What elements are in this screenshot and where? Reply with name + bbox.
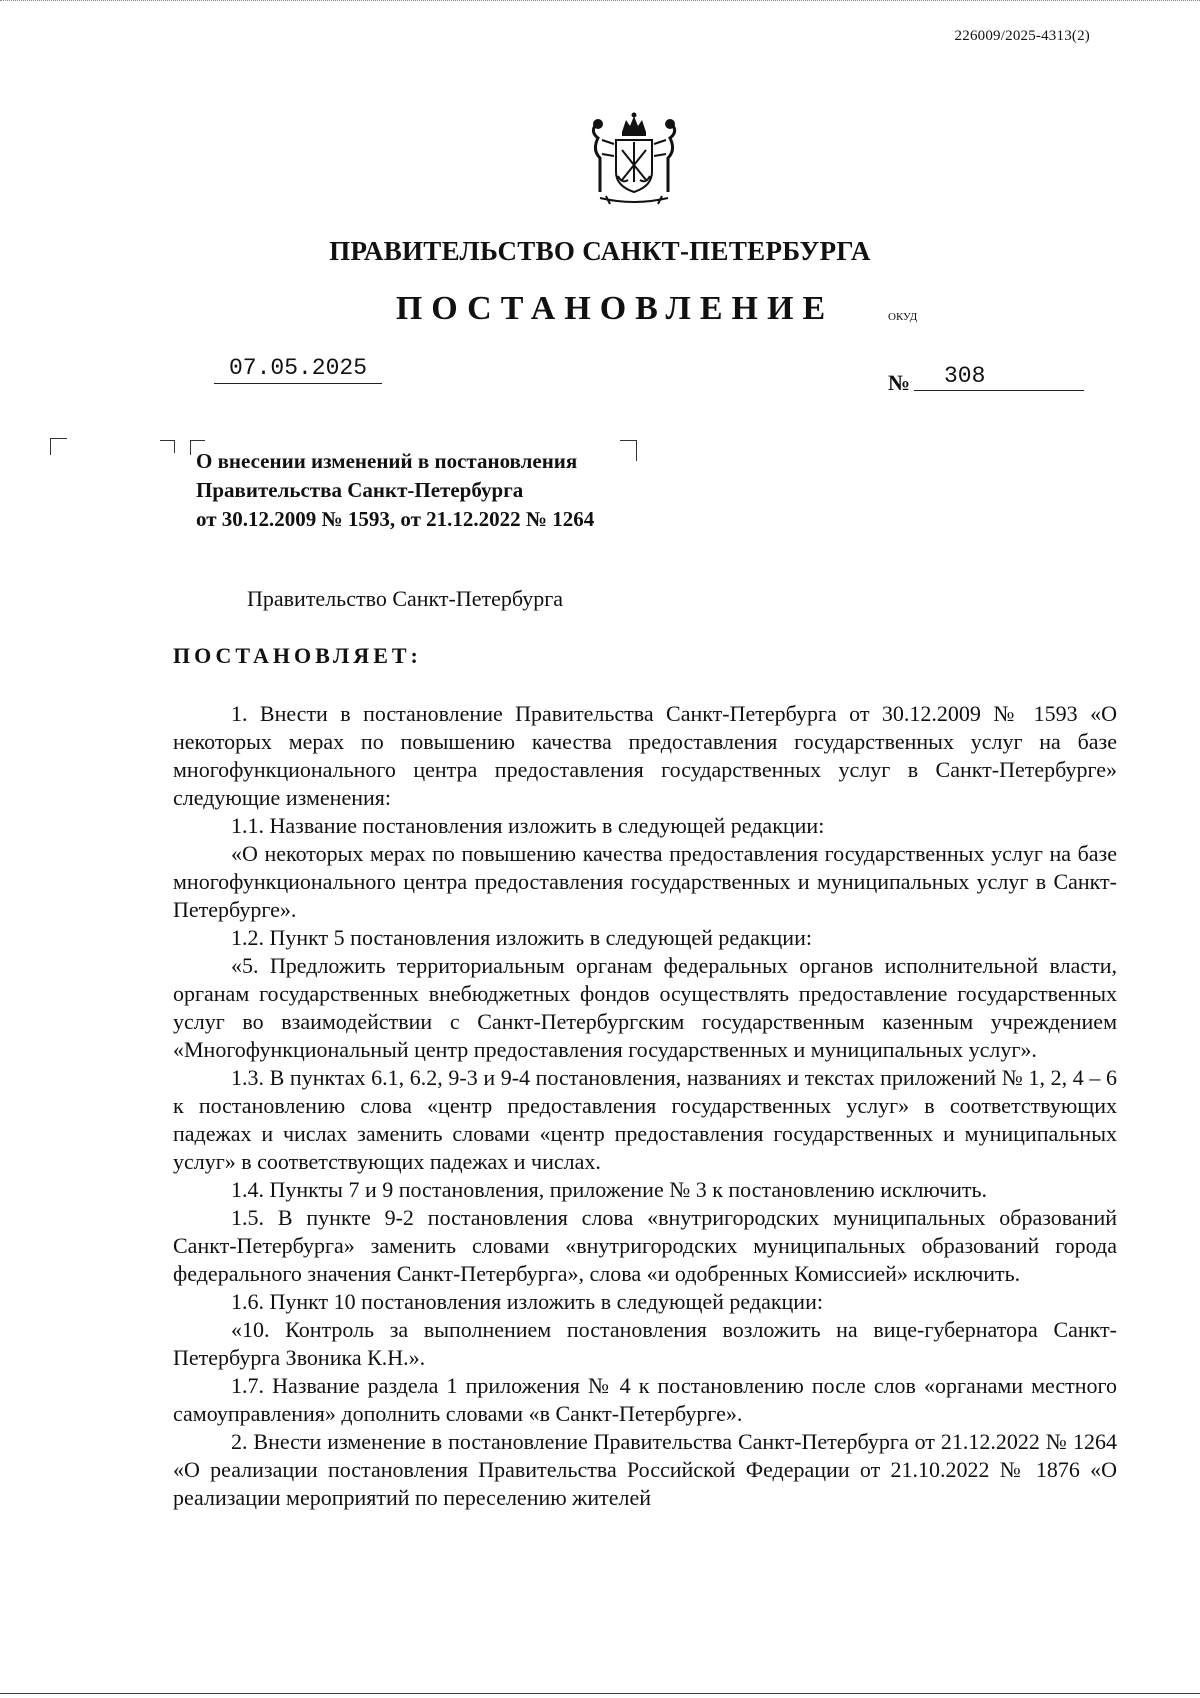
body-paragraph: «О некоторых мерах по повышению качества предоставления государственных услуг на базе многофункционального центра предоставления государственных и муниципальных услуг в Санкт-Петербурге». (173, 841, 1117, 922)
issuer-name: Правительство Санкт-Петербурга (247, 586, 564, 611)
margin-bracket-mark (50, 438, 67, 455)
registration-number: 226009/2025-4313(2) (954, 28, 1090, 44)
body-paragraph: «5. Предложить территориальным органам федеральных органов исполнительной власти, органам государственных внебюджетных фондов осуществлять предоставление государственных услуг во взаимодействии с Санкт-Петербургским государственным казенным учреждением «Многофункциональный центр предоставления государственных и муниципальных услуг». (173, 953, 1117, 1062)
body-paragraph: 1.5. В пункте 9-2 постановления слова «внутригородских муниципальных образований Санкт-Петербурга» заменить словами «внутригородских муниципальных образований города федерального значения Санкт-Петербурга», слова «и одобренных Комиссией» исключить. (173, 1205, 1117, 1286)
number-sign: № (888, 370, 911, 395)
body-paragraph: 2. Внести изменение в постановление Правительства Санкт-Петербурга от 21.12.2022 № 1264 «О реализации постановления Правительства Российской Федерации от 21.10.2022 № 1876 «О реализации мероприятий по переселению жителей (173, 1429, 1117, 1510)
subject-line: от 30.12.2009 № 1593, от 21.12.2022 № 1264 (196, 507, 595, 531)
okud-label: ОКУД (888, 311, 918, 323)
document-type: ПОСТАНОВЛЕНИЕ (395, 290, 835, 327)
subject-line: Правительства Санкт-Петербурга (196, 478, 524, 502)
body-paragraph: 1.4. Пункты 7 и 9 постановления, приложение № 3 к постановлению исключить. (231, 1177, 988, 1202)
document-type-row (0, 290, 1200, 328)
decree-word: ПОСТАНОВЛЯЕТ: (173, 643, 422, 668)
document-date: 07.05.2025 (214, 355, 382, 384)
body-paragraph: «10. Контроль за выполнением постановления возложить на вице-губернатора Санкт-Петербурга Звоника К.Н.». (173, 1317, 1117, 1370)
document-body (173, 700, 1117, 1512)
body-paragraph: 1.6. Пункт 10 постановления изложить в следующей редакции: (231, 1289, 823, 1314)
document-number: 308 (914, 363, 1084, 391)
body-paragraph: 1.2. Пункт 5 постановления изложить в следующей редакции: (231, 925, 812, 950)
body-paragraph: 1.7. Название раздела 1 приложения № 4 к постановлению после слов «органами местного самоуправления» дополнить словами «в Санкт-Петербурге». (173, 1373, 1117, 1426)
st-petersburg-coat-of-arms-icon (586, 110, 682, 210)
subject-line: О внесении изменений в постановления (196, 449, 578, 473)
subject-bracket-mark (620, 440, 637, 461)
body-paragraph: 1. Внести в постановление Правительства Санкт-Петербурга от 30.12.2009 № 1593 «О некоторых мерах по повышению качества предоставления государственных услуг на базе многофункционального центра предоставления государственных услуг в Санкт-Петербурге» следующие изменения: (173, 701, 1117, 810)
body-paragraph: 1.3. В пунктах 6.1, 6.2, 9-3 и 9-4 постановления, названиях и текстах приложений № 1, 2, 4 – 6 к постановлению слова «центр предоставления государственных услуг» в соответствующих падежах и числах заменить словами «центр предоставления государственных и муниципальных услуг» в соответствующих падежах и числах. (173, 1065, 1117, 1174)
body-paragraph: 1.1. Название постановления изложить в следующей редакции: (231, 813, 825, 838)
government-title: ПРАВИТЕЛЬСТВО САНКТ-ПЕТЕРБУРГА (329, 236, 871, 266)
document-subject (196, 447, 594, 534)
scan-top-edge (0, 0, 1200, 4)
scan-bottom-edge (0, 1691, 1200, 1694)
subject-bracket-mark (160, 440, 175, 453)
